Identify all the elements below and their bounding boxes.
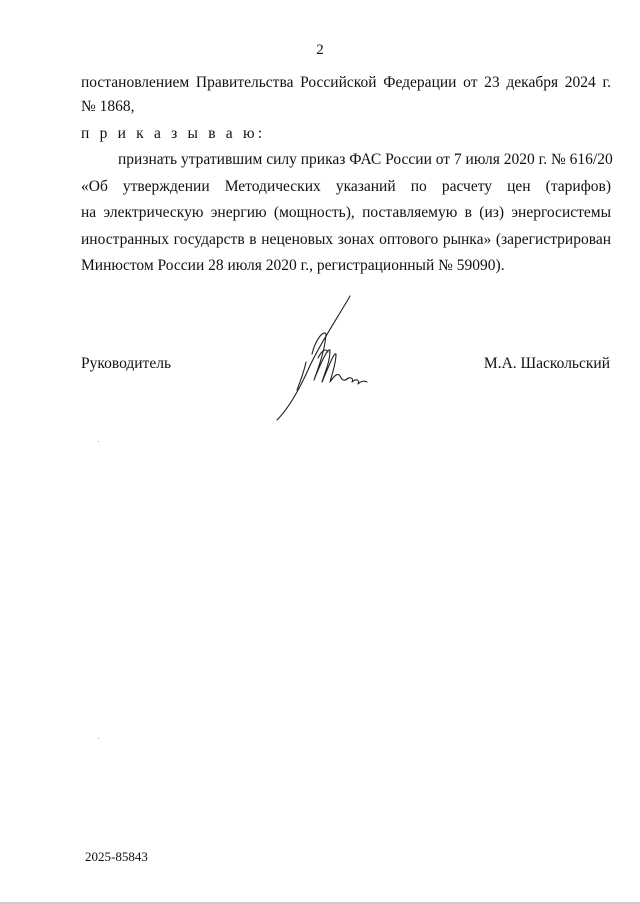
document-id: 2025-85843 bbox=[85, 849, 148, 864]
body-line-8: Минюстом России 28 июля 2020 г., регистрационный № 59090). bbox=[81, 257, 505, 274]
body-line-5: «Об утверждении Методических указаний по расчету цен (тарифов) bbox=[81, 178, 611, 195]
body-line-4: признать утратившим силу приказ ФАС России от 7 июля 2020 г. № 616/20 bbox=[118, 151, 613, 168]
order-keyword: п р и к а з ы в а ю: bbox=[81, 125, 266, 142]
signer-name: М.А. Шаскольский bbox=[483, 355, 610, 372]
page-number: 2 bbox=[316, 42, 324, 58]
body-line-2: № 1868, bbox=[81, 98, 135, 115]
handwritten-signature bbox=[270, 292, 370, 424]
scan-speck bbox=[98, 738, 99, 739]
body-line-6: на электрическую энергию (мощность), поставляемую в (из) энергосистемы bbox=[81, 204, 611, 221]
position-label: Руководитель bbox=[81, 355, 172, 372]
body-line-1: постановлением Правительства Российской Федерации от 23 декабря 2024 г. bbox=[81, 74, 611, 91]
scan-speck bbox=[98, 441, 99, 442]
body-line-7: иностранных государств в неценовых зонах оптового рынка» (зарегистрирован bbox=[81, 231, 611, 248]
